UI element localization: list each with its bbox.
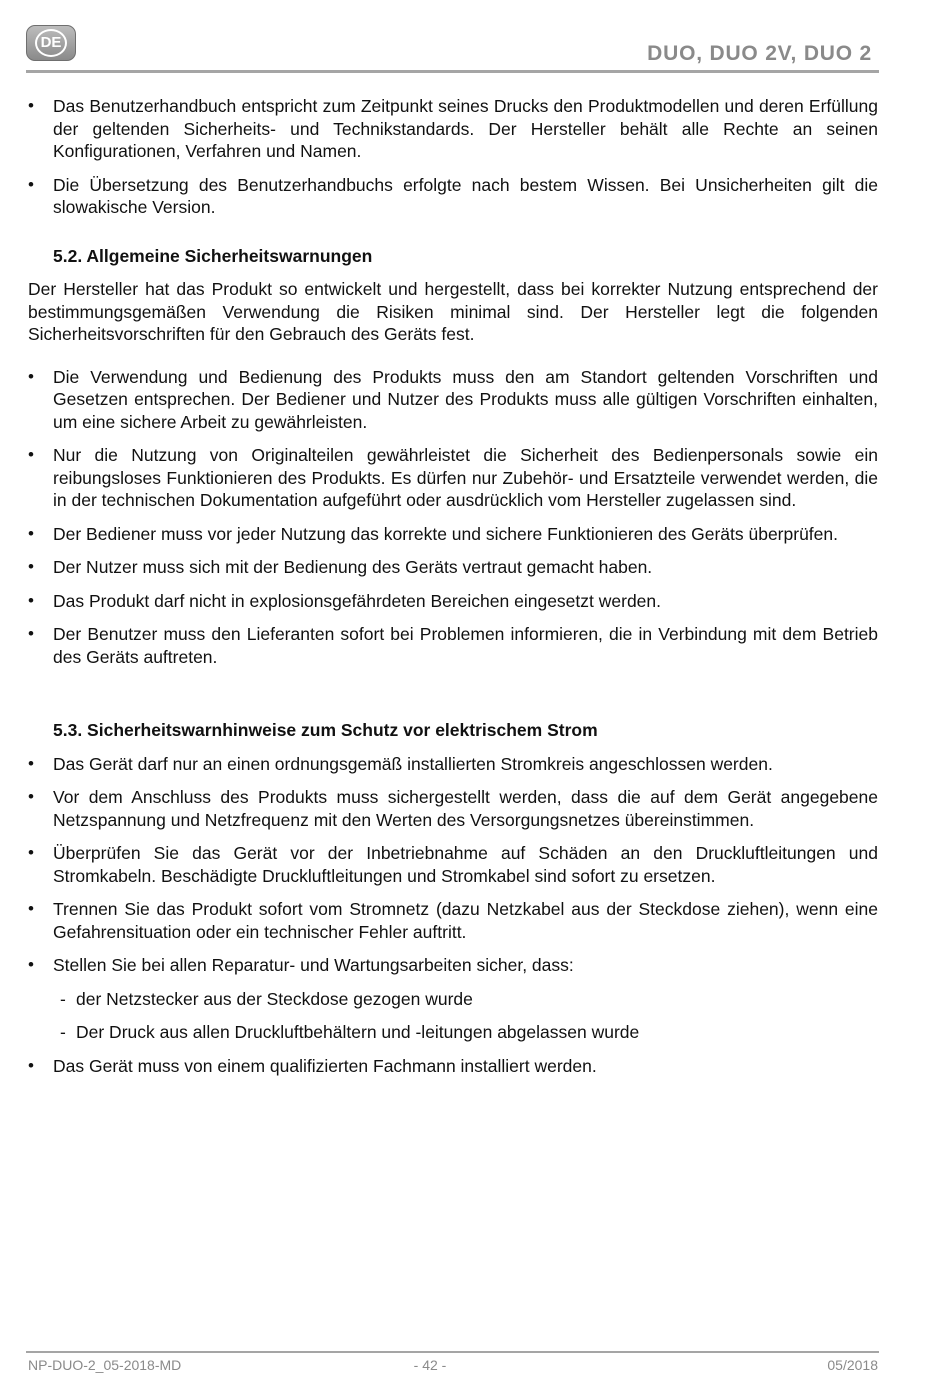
list-item: • Der Nutzer muss sich mit der Bedienung des Geräts vertraut gemacht haben. bbox=[28, 556, 878, 579]
footer-divider bbox=[26, 1351, 879, 1353]
electrical-safety-list bbox=[28, 753, 878, 977]
footer-date: 05/2018 bbox=[827, 1357, 878, 1373]
list-item: • Stellen Sie bei allen Reparatur- und Wartungsarbeiten sicher, dass: bbox=[28, 954, 878, 977]
section-heading-5-3: 5.3. Sicherheitswarnhinweise zum Schutz vor elektrischem Strom bbox=[53, 720, 598, 740]
list-item: • Das Gerät muss von einem qualifizierten Fachmann installiert werden. bbox=[28, 1055, 878, 1078]
list-item: • Überprüfen Sie das Gerät vor der Inbetriebnahme auf Schäden an den Druckluftleitungen und Stromkabeln. Beschädigte Druckluftleitungen und Stromkabel sind sofort zu ersetzen. bbox=[28, 842, 878, 887]
list-item: • Vor dem Anschluss des Produkts muss sichergestellt werden, dass die auf dem Gerät angegebene Netzspannung und Netzfrequenz mit den Werten des Versorgungsnetzes übereinstimmen. bbox=[28, 786, 878, 831]
list-item: • Die Verwendung und Bedienung des Produkts muss den am Standort geltenden Vorschriften und Gesetzen entsprechen. Der Bediener und Nutzer des Produkts muss alle gültigen Vorschriften einhalten, um eine sichere Arbeit zu gewährleisten. bbox=[28, 366, 878, 434]
section-heading-5-2: 5.2. Allgemeine Sicherheitswarnungen bbox=[53, 245, 373, 266]
language-badge bbox=[26, 25, 76, 61]
list-item: • Trennen Sie das Produkt sofort vom Stromnetz (dazu Netzkabel aus der Steckdose ziehen), wenn eine Gefahrensituation oder ein technischer Fehler auftritt. bbox=[28, 898, 878, 943]
final-list bbox=[28, 1055, 878, 1078]
page-content bbox=[28, 95, 878, 1088]
list-item: • Das Gerät darf nur an einen ordnungsgemäß installierten Stromkreis angeschlossen werden. bbox=[28, 753, 878, 776]
list-item: • Der Bediener muss vor jeder Nutzung das korrekte und sichere Funktionieren des Geräts überprüfen. bbox=[28, 523, 878, 546]
safety-list bbox=[28, 366, 878, 669]
list-item: • Die Übersetzung des Benutzerhandbuchs erfolgte nach bestem Wissen. Bei Unsicherheiten gilt die slowakische Version. bbox=[28, 174, 878, 219]
list-item: • Nur die Nutzung von Originalteilen gewährleistet die Sicherheit des Bedienpersonals sowie ein reibungsloses Funktionieren des Produkts. Es dürfen nur Zubehör- und Ersatzteile verwendet werden, die in der technischen Dokumentation aufgeführt oder ausdrücklich vom Hersteller zugelassen sind. bbox=[28, 444, 878, 512]
intro-list bbox=[28, 95, 878, 219]
footer-page-number: - 42 - bbox=[413, 1357, 447, 1373]
header-divider bbox=[26, 70, 879, 73]
header-title: DUO, DUO 2V, DUO 2 bbox=[647, 42, 872, 65]
list-item: • Der Benutzer muss den Lieferanten sofort bei Problemen informieren, die in Verbindung mit dem Betrieb des Geräts auftreten. bbox=[28, 623, 878, 668]
language-badge-label: DE bbox=[35, 29, 67, 57]
list-item: • Das Benutzerhandbuch entspricht zum Zeitpunkt seines Drucks den Produktmodellen und deren Erfüllung der geltenden Sicherheits- und Technikstandards. Der Hersteller behält alle Rechte an seinen Konfigurationen, Verfahren und Namen. bbox=[28, 95, 878, 163]
section-paragraph: Der Hersteller hat das Produkt so entwickelt und hergestellt, dass bei korrekter Nutzung entsprechend der bestimmungsgemäßen Verwendung die Risiken minimal sind. Der Hersteller legt die folgenden Sicherheitsvorschriften für den Gebrauch des Geräts fest. bbox=[28, 279, 878, 344]
sublist-item: - Der Druck aus allen Druckluftbehältern und -leitungen abgelassen wurde bbox=[28, 1021, 878, 1044]
list-item: • Das Produkt darf nicht in explosionsgefährdeten Bereichen eingesetzt werden. bbox=[28, 590, 878, 613]
sublist-item: - der Netzstecker aus der Steckdose gezogen wurde bbox=[28, 988, 878, 1011]
maintenance-sublist bbox=[28, 988, 878, 1044]
footer-doc-code: NP-DUO-2_05-2018-MD bbox=[28, 1357, 182, 1373]
